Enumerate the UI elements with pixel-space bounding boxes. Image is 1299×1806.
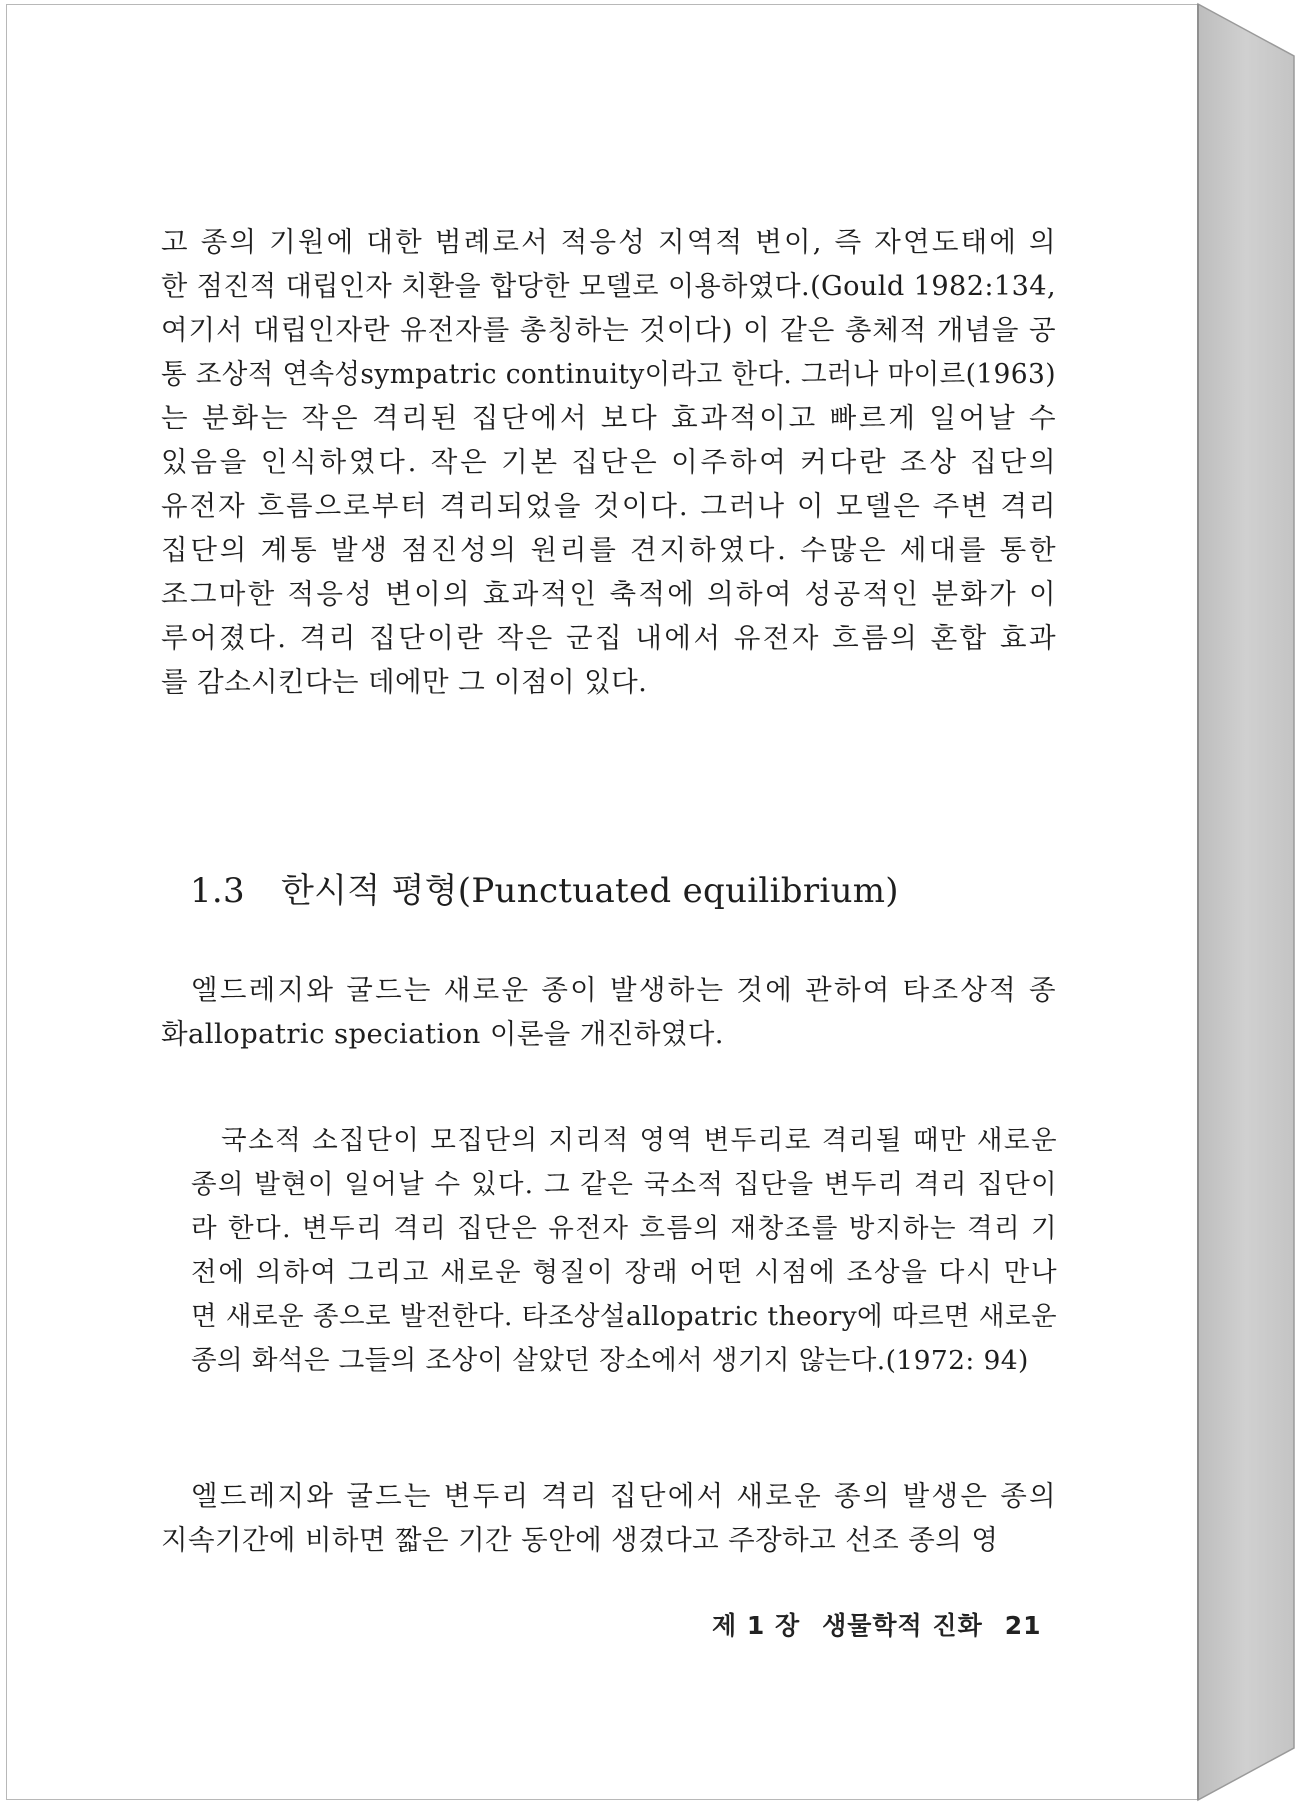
text-line: 엘드레지와 굴드는 새로운 종이 발생하는 것에 관하여 타조상적 종 — [191, 974, 1058, 1006]
text-line: 화allopatric speciation 이론을 개진하였다. — [161, 1018, 724, 1050]
section-number: 1.3 — [190, 871, 245, 911]
text-line: 한 점진적 대립인자 치환을 합당한 모델로 이용하였다.(Gould 1982:134, — [161, 270, 1056, 302]
page-footer — [712, 1606, 1042, 1642]
section-title: 한시적 평형(Punctuated equilibrium) — [280, 871, 899, 911]
text-line: 집단의 계통 발생 점진성의 원리를 견지하였다. 수많은 세대를 통한 — [161, 534, 1059, 566]
chapter-label: 제 1 장 — [712, 1611, 801, 1640]
chapter-title: 생물학적 진화 — [822, 1611, 983, 1640]
text-line: 는 분화는 작은 격리된 집단에서 보다 효과적이고 빠르게 일어날 수 — [161, 402, 1059, 434]
paragraph-bottom — [161, 1474, 1056, 1562]
text-line: 루어졌다. 격리 집단이란 작은 군집 내에서 유전자 흐름의 혼합 효과 — [161, 622, 1059, 654]
text-line: 통 조상적 연속성sympatric continuity이라고 한다. 그러나 마이르(1963) — [161, 358, 1056, 390]
text-line: 지속기간에 비하면 짧은 기간 동안에 생겼다고 주장하고 선조 종의 영 — [161, 1524, 999, 1556]
text-line: 라 한다. 변두리 격리 집단은 유전자 흐름의 재창조를 방지하는 격리 기 — [191, 1213, 1059, 1244]
paragraph-intro — [161, 968, 1056, 1056]
text-line: 전에 의하여 그리고 새로운 형질이 장래 어떤 시점에 조상을 다시 만나 — [191, 1257, 1059, 1288]
section-heading — [190, 869, 899, 913]
text-line: 종의 화석은 그들의 조상이 살았던 장소에서 생기지 않는다.(1972: 94) — [191, 1345, 1029, 1376]
text-line: 유전자 흐름으로부터 격리되었을 것이다. 그러나 이 모델은 주변 격리 — [161, 490, 1058, 522]
text-line: 종의 발현이 일어날 수 있다. 그 같은 국소적 집단을 변두리 격리 집단이 — [191, 1169, 1058, 1200]
page-number: 21 — [1004, 1611, 1042, 1640]
text-line: 를 감소시킨다는 데에만 그 이점이 있다. — [161, 666, 648, 698]
text-line: 있음을 인식하였다. 작은 기본 집단은 이주하여 커다란 조상 집단의 — [161, 446, 1059, 478]
text-line: 국소적 소집단이 모집단의 지리적 영역 변두리로 격리될 때만 새로운 — [221, 1125, 1059, 1156]
text-line: 조그마한 적응성 변이의 효과적인 축적에 의하여 성공적인 분화가 이 — [161, 578, 1058, 610]
text-line: 엘드레지와 굴드는 변두리 격리 집단에서 새로운 종의 발생은 종의 — [191, 1480, 1058, 1512]
text-line: 면 새로운 종으로 발전한다. 타조상설allopatric theory에 따르면 새로운 — [191, 1301, 1058, 1332]
paragraph-top — [161, 220, 1059, 704]
block-quote — [191, 1119, 1057, 1383]
text-line: 여기서 대립인자란 유전자를 총칭하는 것이다) 이 같은 총체적 개념을 공 — [161, 314, 1057, 346]
text-line: 고 종의 기원에 대한 범례로서 적응성 지역적 변이, 즉 자연도태에 의 — [161, 226, 1058, 258]
